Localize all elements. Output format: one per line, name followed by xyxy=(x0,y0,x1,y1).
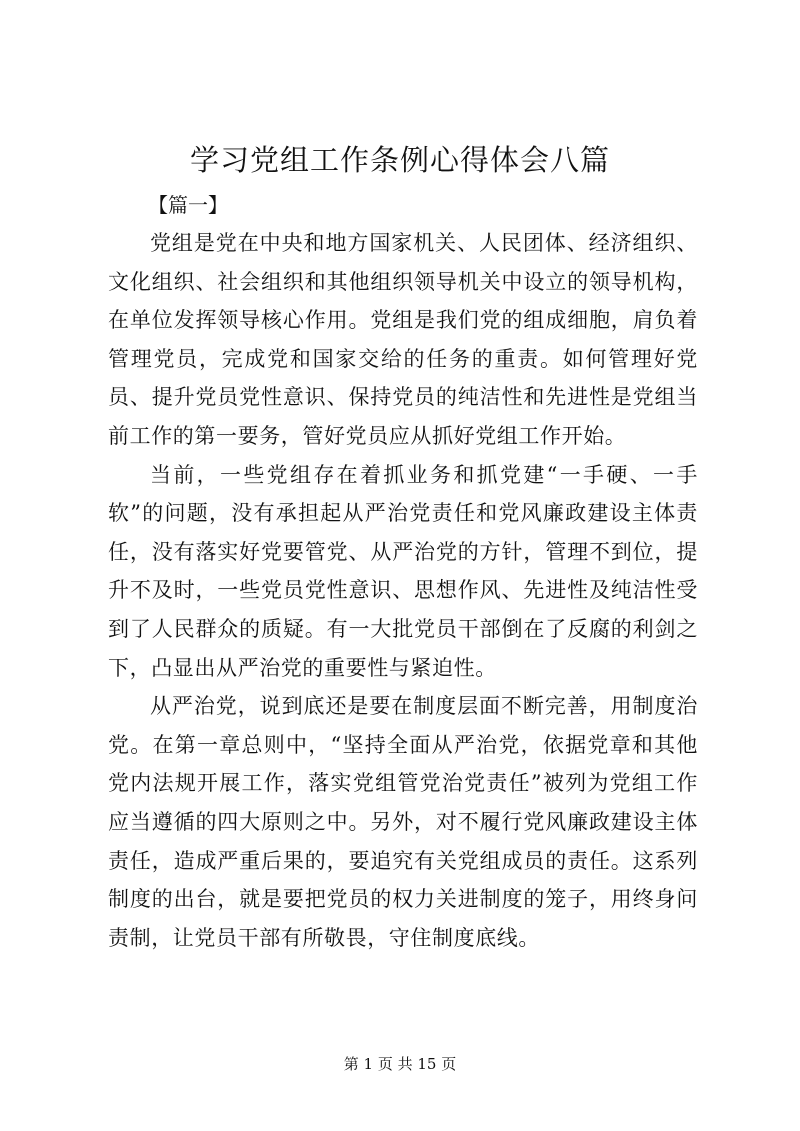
paragraph-1: 党组是党在中央和地方国家机关、人民团体、经济组织、文化组织、社会组织和其他组织领导机关中设立的领导机构，在单位发挥领导核心作用。党组是我们党的组成细胞，肩负着管理党员，完成党和国家交给的任务的重责。如何管理好党员、提升党员党性意识、保持党员的纯洁性和先进性是党组当前工作的第一要务，管好党员应从抓好党组工作开始。 xyxy=(108,231,698,448)
document-body xyxy=(108,224,698,957)
document-title: 学习党组工作条例心得体会八篇 xyxy=(189,143,610,177)
section-label: 【篇一】 xyxy=(148,193,228,217)
page-number-footer: 第 1 页 共 15 页 xyxy=(343,1055,457,1073)
paragraph-2: 当前，一些党组存在着抓业务和抓党建“一手硬、一手软”的问题，没有承担起从严治党责任和党风廉政建设主体责任，没有落实好党要管党、从严治党的方针，管理不到位，提升不及时，一些党员党性意识、思想作风、先进性及纯洁性受到了人民群众的质疑。有一大批党员干部倒在了反腐的利剑之下，凸显出从严治党的重要性与紧迫性。 xyxy=(108,462,698,680)
paragraph-3: 从严治党，说到底还是要在制度层面不断完善，用制度治党。在第一章总则中，“坚持全面从严治党，依据党章和其他党内法规开展工作，落实党组管党治党责任”被列为党组工作应当遵循的四大原则之中。另外，对不履行党风廉政建设主体责任，造成严重后果的，要追究有关党组成员的责任。这系列制度的出台，就是要把党员的权力关进制度的笼子，用终身问责制，让党员干部有所敬畏，守住制度底线。 xyxy=(108,694,698,950)
